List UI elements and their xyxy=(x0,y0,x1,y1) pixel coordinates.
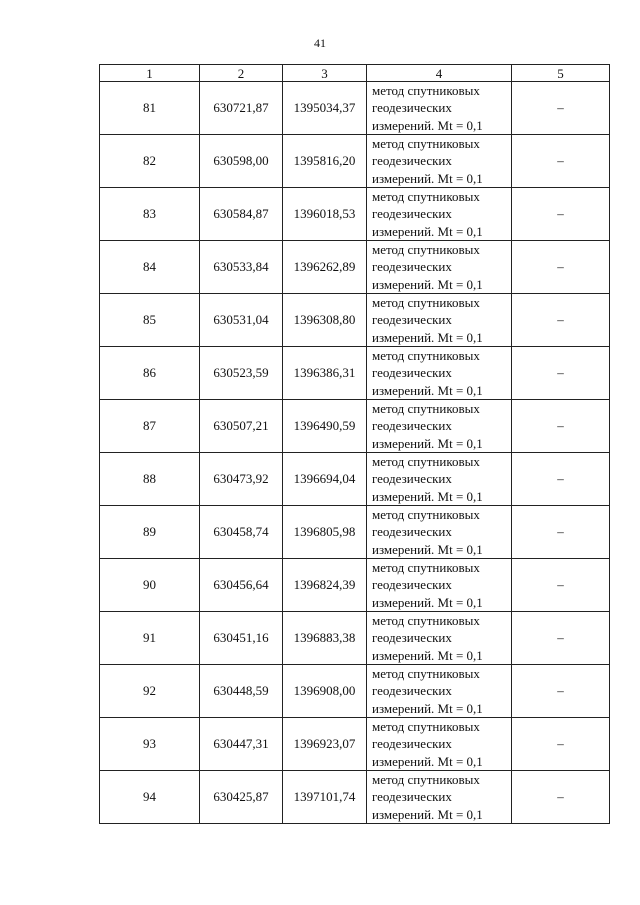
point-number: 88 xyxy=(100,453,200,506)
header-col-1: 1 xyxy=(100,65,200,82)
table-row xyxy=(100,241,610,294)
method-line: метод спутниковых xyxy=(372,189,480,205)
method-description xyxy=(367,506,512,559)
method-description xyxy=(367,612,512,665)
table-row xyxy=(100,135,610,188)
method-line: измерений. Mt = 0,1 xyxy=(372,806,483,822)
note: – xyxy=(512,82,610,135)
coordinate-x: 630458,74 xyxy=(200,506,283,559)
method-line: измерений. Mt = 0,1 xyxy=(372,117,483,133)
point-number: 90 xyxy=(100,559,200,612)
method-line: геодезических xyxy=(372,577,452,593)
header-col-5: 5 xyxy=(512,65,610,82)
method-line: метод спутниковых xyxy=(372,136,480,152)
note: – xyxy=(512,559,610,612)
table-row xyxy=(100,453,610,506)
note: – xyxy=(512,400,610,453)
note: – xyxy=(512,771,610,824)
method-line: геодезических xyxy=(372,100,452,116)
coordinates-table xyxy=(99,64,610,824)
table-row xyxy=(100,665,610,718)
note: – xyxy=(512,294,610,347)
point-number: 92 xyxy=(100,665,200,718)
table-row xyxy=(100,188,610,241)
method-line: измерений. Mt = 0,1 xyxy=(372,700,483,716)
coordinate-x: 630598,00 xyxy=(200,135,283,188)
note: – xyxy=(512,718,610,771)
method-line: геодезических xyxy=(372,418,452,434)
method-line: измерений. Mt = 0,1 xyxy=(372,647,483,663)
coordinate-x: 630473,92 xyxy=(200,453,283,506)
method-description xyxy=(367,82,512,135)
point-number: 81 xyxy=(100,82,200,135)
method-line: метод спутниковых xyxy=(372,83,480,99)
table-row xyxy=(100,400,610,453)
coordinate-y: 1396824,39 xyxy=(283,559,367,612)
method-description xyxy=(367,400,512,453)
coordinate-x: 630425,87 xyxy=(200,771,283,824)
method-line: метод спутниковых xyxy=(372,507,480,523)
coordinate-x: 630447,31 xyxy=(200,718,283,771)
coordinate-x: 630531,04 xyxy=(200,294,283,347)
table-header xyxy=(100,65,610,82)
note: – xyxy=(512,188,610,241)
method-line: измерений. Mt = 0,1 xyxy=(372,594,483,610)
point-number: 85 xyxy=(100,294,200,347)
method-line: измерений. Mt = 0,1 xyxy=(372,223,483,239)
note: – xyxy=(512,612,610,665)
point-number: 82 xyxy=(100,135,200,188)
coordinate-y: 1396018,53 xyxy=(283,188,367,241)
note: – xyxy=(512,347,610,400)
method-line: измерений. Mt = 0,1 xyxy=(372,488,483,504)
table-row xyxy=(100,294,610,347)
method-line: метод спутниковых xyxy=(372,772,480,788)
header-col-2: 2 xyxy=(200,65,283,82)
point-number: 84 xyxy=(100,241,200,294)
method-line: измерений. Mt = 0,1 xyxy=(372,170,483,186)
note: – xyxy=(512,135,610,188)
coordinate-y: 1396805,98 xyxy=(283,506,367,559)
method-line: геодезических xyxy=(372,312,452,328)
point-number: 91 xyxy=(100,612,200,665)
table-row xyxy=(100,718,610,771)
method-line: метод спутниковых xyxy=(372,719,480,735)
method-line: метод спутниковых xyxy=(372,454,480,470)
method-line: метод спутниковых xyxy=(372,401,480,417)
method-line: измерений. Mt = 0,1 xyxy=(372,329,483,345)
method-description xyxy=(367,453,512,506)
coordinate-y: 1395816,20 xyxy=(283,135,367,188)
method-line: измерений. Mt = 0,1 xyxy=(372,541,483,557)
coordinate-y: 1396308,80 xyxy=(283,294,367,347)
note: – xyxy=(512,453,610,506)
method-line: геодезических xyxy=(372,683,452,699)
header-col-4: 4 xyxy=(367,65,512,82)
method-line: измерений. Mt = 0,1 xyxy=(372,276,483,292)
method-line: измерений. Mt = 0,1 xyxy=(372,753,483,769)
table-row xyxy=(100,506,610,559)
header-col-3: 3 xyxy=(283,65,367,82)
method-line: измерений. Mt = 0,1 xyxy=(372,435,483,451)
method-line: метод спутниковых xyxy=(372,613,480,629)
method-description xyxy=(367,559,512,612)
method-description xyxy=(367,294,512,347)
method-description xyxy=(367,241,512,294)
coordinate-y: 1396490,59 xyxy=(283,400,367,453)
coordinate-x: 630584,87 xyxy=(200,188,283,241)
point-number: 93 xyxy=(100,718,200,771)
method-description xyxy=(367,188,512,241)
point-number: 87 xyxy=(100,400,200,453)
table-row xyxy=(100,347,610,400)
coordinate-y: 1396883,38 xyxy=(283,612,367,665)
method-line: геодезических xyxy=(372,471,452,487)
method-line: метод спутниковых xyxy=(372,242,480,258)
method-line: геодезических xyxy=(372,789,452,805)
coordinate-y: 1396923,07 xyxy=(283,718,367,771)
table-row xyxy=(100,559,610,612)
point-number: 83 xyxy=(100,188,200,241)
method-line: геодезических xyxy=(372,153,452,169)
method-description xyxy=(367,347,512,400)
point-number: 94 xyxy=(100,771,200,824)
note: – xyxy=(512,241,610,294)
header-row xyxy=(100,65,610,82)
method-line: метод спутниковых xyxy=(372,295,480,311)
method-description xyxy=(367,771,512,824)
method-line: метод спутниковых xyxy=(372,560,480,576)
coordinate-y: 1396694,04 xyxy=(283,453,367,506)
point-number: 89 xyxy=(100,506,200,559)
table-row xyxy=(100,82,610,135)
coordinate-y: 1396386,31 xyxy=(283,347,367,400)
coordinate-y: 1396262,89 xyxy=(283,241,367,294)
note: – xyxy=(512,506,610,559)
coordinate-y: 1395034,37 xyxy=(283,82,367,135)
point-number: 86 xyxy=(100,347,200,400)
coordinate-x: 630448,59 xyxy=(200,665,283,718)
method-line: геодезических xyxy=(372,365,452,381)
method-description xyxy=(367,665,512,718)
coordinate-x: 630451,16 xyxy=(200,612,283,665)
method-line: геодезических xyxy=(372,206,452,222)
page-number: 41 xyxy=(314,36,326,50)
table-row xyxy=(100,771,610,824)
table-row xyxy=(100,612,610,665)
method-line: геодезических xyxy=(372,736,452,752)
method-line: геодезических xyxy=(372,524,452,540)
coordinate-x: 630456,64 xyxy=(200,559,283,612)
method-line: метод спутниковых xyxy=(372,666,480,682)
method-line: геодезических xyxy=(372,630,452,646)
note: – xyxy=(512,665,610,718)
method-line: метод спутниковых xyxy=(372,348,480,364)
method-line: геодезических xyxy=(372,259,452,275)
coordinate-y: 1396908,00 xyxy=(283,665,367,718)
method-line: измерений. Mt = 0,1 xyxy=(372,382,483,398)
coordinate-y: 1397101,74 xyxy=(283,771,367,824)
coordinate-x: 630507,21 xyxy=(200,400,283,453)
table-body xyxy=(100,82,610,824)
coordinate-x: 630523,59 xyxy=(200,347,283,400)
coordinate-x: 630533,84 xyxy=(200,241,283,294)
method-description xyxy=(367,135,512,188)
coordinate-x: 630721,87 xyxy=(200,82,283,135)
method-description xyxy=(367,718,512,771)
